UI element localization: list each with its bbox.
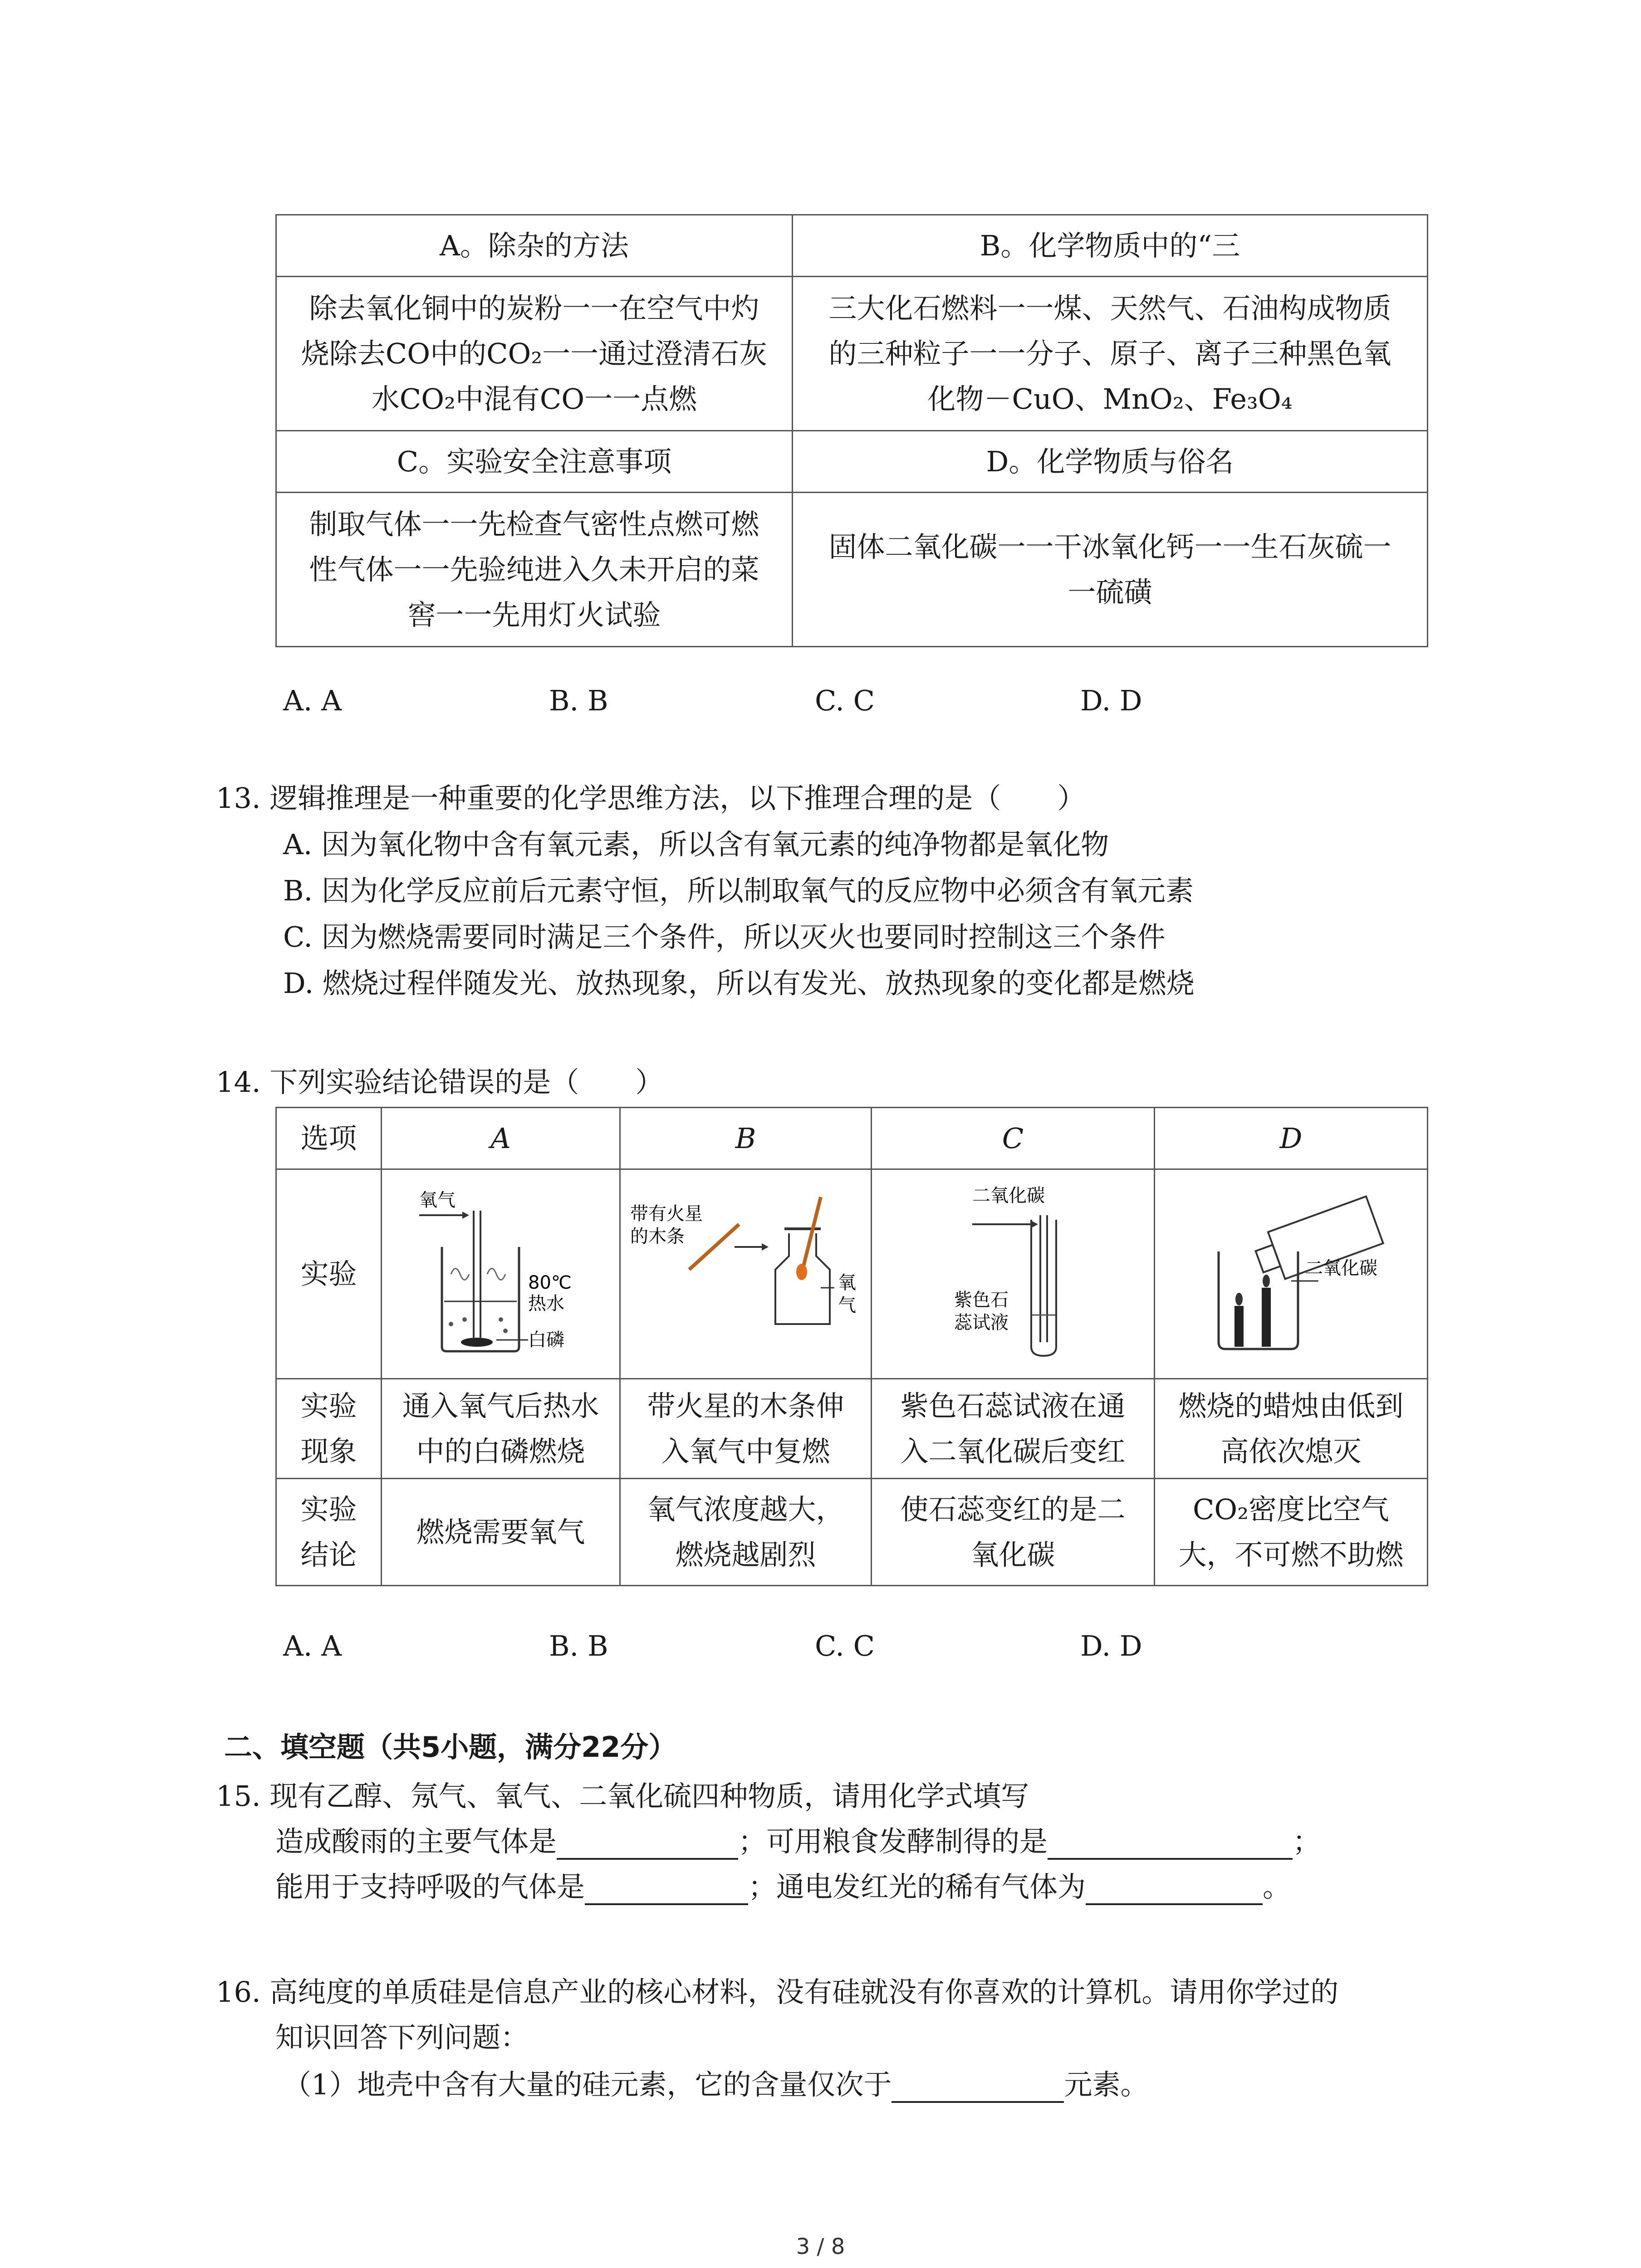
q14-row-conclusion-text: 实验 结论: [300, 1492, 357, 1571]
d-co2-label: 二氧化碳: [1305, 1258, 1377, 1279]
q12-option-b[interactable]: B. B: [549, 684, 608, 717]
q14-phenomenon-b-text: 带火星的木条伸 入氧气中复燃: [647, 1389, 844, 1468]
q14-phenomenon-d: [1155, 1379, 1428, 1479]
q12-cell-a: [276, 277, 793, 431]
q12-cell-b: [793, 277, 1428, 431]
q14-option-c[interactable]: C. C: [815, 1629, 875, 1662]
q15-line1-text-a: 造成酸雨的主要气体是: [275, 1825, 557, 1858]
q14-phenomenon-c: [872, 1379, 1155, 1479]
q15-line-1: [275, 1823, 1321, 1860]
q15-blank-fermentation[interactable]: [1048, 1831, 1293, 1860]
q12-cell-b-line: 三大化石燃料一一煤、天然气、石油构成物质: [828, 291, 1391, 325]
q12-cell-a-line: 水CO₂中混有CO一一点燃: [371, 382, 697, 415]
co2-litmus-tube-diagram: [872, 1170, 1154, 1365]
q15-stem: 15. 现有乙醇、氖气、氧气、二氧化硫四种物质，请用化学式填写: [216, 1779, 1029, 1813]
q14-option-b[interactable]: B. B: [549, 1629, 608, 1662]
q12-cell-d: [793, 493, 1428, 647]
q14-row-conclusion-label: [276, 1479, 382, 1586]
b-stick-label-1: 带有火星: [630, 1203, 703, 1224]
c-co2-label: 二氧化碳: [972, 1185, 1045, 1206]
a-phosphorus-label: 白磷: [528, 1330, 564, 1350]
q16-sub1-text-a: （1）地壳中含有大量的硅元素，它的含量仅次于: [283, 2068, 892, 2101]
q14-header-b: B: [620, 1108, 872, 1169]
q16-stem-line-2: 知识回答下列问题：: [275, 2021, 529, 2054]
page-number: 3 / 8: [796, 2234, 845, 2259]
q13-option-a[interactable]: A. 因为氧化物中含有氧元素，所以含有氧元素的纯净物都是氧化物: [283, 828, 1109, 861]
q14-conclusion-d-text: CO₂密度比空气 大，不可燃不助燃: [1178, 1492, 1404, 1571]
q14-option-a[interactable]: A. A: [283, 1629, 342, 1662]
q12-cell-b-line: 的三种粒子一一分子、原子、离子三种黑色氧: [828, 337, 1391, 370]
q14-figure-d: [1155, 1169, 1428, 1379]
q15-line2-text-c: 。: [1263, 1870, 1291, 1903]
q14-row-phenomenon-label: [276, 1379, 382, 1479]
q14-phenomenon-a: [382, 1379, 620, 1479]
beaker-white-phosphorus-diagram: [383, 1170, 619, 1365]
q14-stem: 14. 下列实验结论错误的是（ ）: [216, 1066, 664, 1099]
glowing-stick-oxygen-bottle-diagram: [621, 1170, 871, 1365]
q14-figure-b: [620, 1169, 872, 1379]
q15-line2-text-a: 能用于支持呼吸的气体是: [275, 1870, 585, 1903]
q16-blank-element[interactable]: [892, 2074, 1064, 2103]
q14-header-d: D: [1155, 1108, 1428, 1169]
q12-cell-a-line: 除去氧化铜中的炭粉一一在空气中灼: [309, 291, 759, 325]
q13-option-d[interactable]: D. 燃烧过程伴随发光、放热现象，所以有发光、放热现象的变化都是燃烧: [283, 967, 1195, 1000]
q14-conclusion-c: [872, 1479, 1155, 1586]
a-oxygen-label: 氧气: [419, 1190, 456, 1211]
q12-cell-c-line: 制取气体一一先检查气密性点燃可燃: [309, 507, 759, 541]
q14-phenomenon-b: [620, 1379, 872, 1479]
q14-conclusion-c-text: 使石蕊变红的是二 氧化碳: [900, 1492, 1126, 1571]
q13-stem: 13. 逻辑推理是一种重要的化学思维方法，以下推理合理的是（ ）: [216, 782, 1086, 815]
section-title: 二、填空题（共5小题，满分22分）: [224, 1730, 677, 1764]
q16-stem-line-1: 16. 高纯度的单质硅是信息产业的核心材料，没有硅就没有你喜欢的计算机。请用你学过的: [216, 1975, 1339, 2009]
q12-cell-c-line: 窖一一先用灯火试验: [407, 598, 661, 631]
q14-row-phenomenon-text: 实验 现象: [300, 1389, 357, 1468]
q12-cell-d-line: 固体二氧化碳一一干冰氧化钙一一生石灰硫一: [828, 530, 1391, 563]
q14-conclusion-a: [382, 1479, 620, 1586]
q12-cell-c: [276, 493, 793, 647]
q14-conclusion-b-text: 氧气浓度越大， 燃烧越剧烈: [647, 1492, 844, 1571]
q14-phenomenon-c-text: 紫色石蕊试液在通 入二氧化碳后变红: [900, 1389, 1126, 1468]
q12-table: [275, 214, 1428, 647]
q14-figure-c: [872, 1169, 1155, 1379]
q16-sub1-text-b: 元素。: [1064, 2068, 1149, 2101]
q12-option-a[interactable]: A. A: [283, 684, 342, 717]
q15-blank-noble-gas[interactable]: [1086, 1876, 1263, 1905]
q16-sub-1: [283, 2067, 1148, 2103]
a-hotwater-label: 热水: [528, 1293, 564, 1314]
c-litmus-label-1: 紫色石: [954, 1290, 1009, 1310]
q15-line-2: [275, 1869, 1291, 1905]
a-temp-label: 80℃: [528, 1272, 572, 1293]
q15-blank-respiration[interactable]: [585, 1876, 748, 1905]
q12-cell-d-line: 一硫磺: [1068, 575, 1152, 609]
q12-header-d: D。化学物质与俗名: [793, 431, 1428, 493]
q13-option-b[interactable]: B. 因为化学反应前后元素守恒，所以制取氧气的反应物中必须含有氧元素: [283, 874, 1194, 907]
q12-cell-a-line: 烧除去CO中的CO₂一一通过澄清石灰: [301, 337, 768, 370]
q12-cell-b-line: 化物－CuO、MnO₂、Fe₃O₄: [927, 382, 1293, 415]
q14-figure-a: [382, 1169, 620, 1379]
q12-header-b: B。化学物质中的“三: [793, 215, 1428, 277]
q15-line1-text-c: ；: [1293, 1825, 1321, 1858]
q14-option-d[interactable]: D. D: [1080, 1629, 1142, 1662]
q15-blank-acid-rain[interactable]: [557, 1831, 738, 1860]
q15-line1-text-b: ；可用粮食发酵制得的是: [738, 1825, 1048, 1858]
q14-header-option: 选项: [276, 1108, 382, 1169]
q12-option-c[interactable]: C. C: [815, 684, 875, 717]
q14-table: [275, 1107, 1428, 1586]
q12-header-c: C。实验安全注意事项: [276, 431, 793, 493]
candles-co2-pouring-diagram: [1155, 1170, 1427, 1365]
q14-phenomenon-d-text: 燃烧的蜡烛由低到 高依次熄灭: [1178, 1389, 1404, 1468]
q14-conclusion-d: [1155, 1479, 1428, 1586]
c-litmus-label-2: 蕊试液: [954, 1312, 1009, 1333]
q12-header-a: A。除杂的方法: [276, 215, 793, 277]
b-stick-label-2: 的木条: [630, 1226, 685, 1247]
q14-conclusion-b: [620, 1479, 872, 1586]
q14-row-experiment-label: 实验: [276, 1169, 382, 1379]
b-oxygen-label-1: 氧: [838, 1272, 856, 1293]
q14-header-a: A: [382, 1108, 620, 1169]
q14-header-c: C: [872, 1108, 1155, 1169]
q15-line2-text-b: ；通电发红光的稀有气体为: [748, 1870, 1086, 1903]
q12-cell-c-line: 性气体一一先验纯进入久未开启的菜: [309, 552, 759, 586]
q13-option-c[interactable]: C. 因为燃烧需要同时满足三个条件，所以灭火也要同时控制这三个条件: [283, 920, 1166, 953]
b-oxygen-label-2: 气: [838, 1295, 856, 1316]
q14-phenomenon-a-text: 通入氧气后热水 中的白磷燃烧: [402, 1389, 599, 1468]
q14-conclusion-a-text: 燃烧需要氧气: [416, 1515, 585, 1549]
q12-option-d[interactable]: D. D: [1080, 684, 1142, 717]
